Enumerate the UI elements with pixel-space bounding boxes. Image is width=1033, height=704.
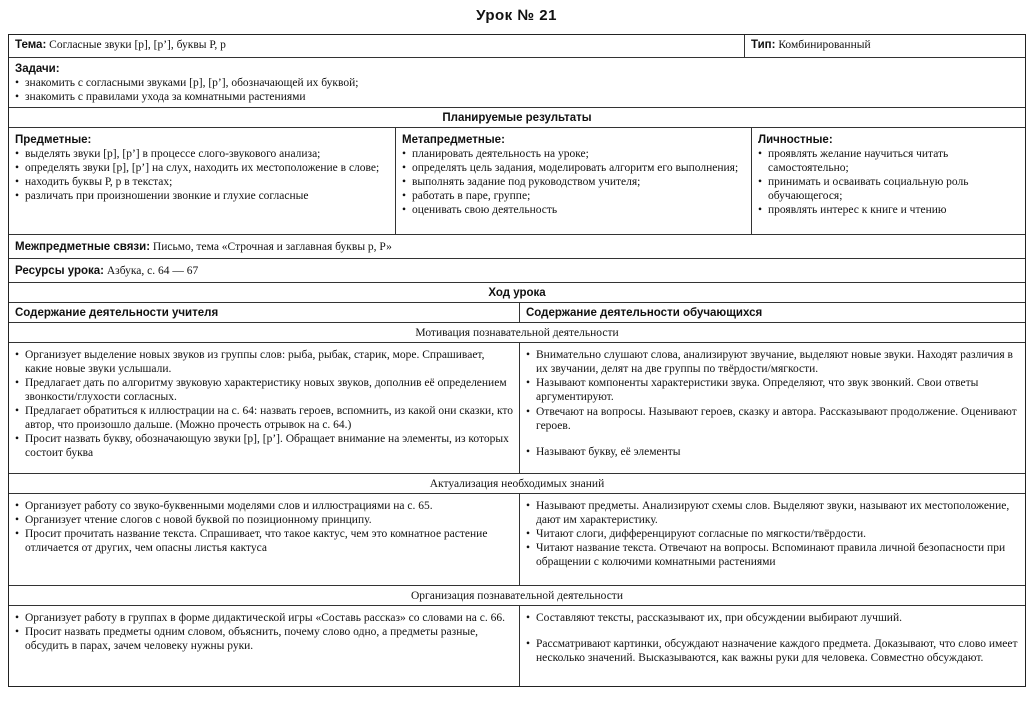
subject-results-list (15, 147, 389, 203)
teacher-activity: • Просит назвать предметы одним словом, объяснить, почему слово одно, а предметы разные, обсудить в парах, зачем человеку нужны руки. (15, 625, 513, 653)
lesson-plan-table (8, 34, 1026, 687)
meta-results-cell (395, 128, 751, 234)
teacher-activities-list (15, 499, 513, 555)
teacher-activity: • Просит назвать букву, обозначающую звуки [р], [р’]. Обращает внимание на элементы, из которых состоит буква (15, 432, 513, 460)
meta-result-item: • определять цель задания, моделировать алгоритм его выполнения; (402, 161, 745, 175)
resources-row (9, 258, 1025, 282)
student-activity: • Отвечают на вопросы. Называют героев, сказку и автора. Рассказывают продолжение. Оценивают героев. (526, 405, 1019, 433)
section-title-row (9, 473, 1025, 493)
meta-result-item: • планировать деятельность на уроке; (402, 147, 745, 161)
teacher-activities-cell (9, 494, 519, 585)
student-activities-cell (519, 343, 1025, 473)
tasks-label: Задачи: (15, 63, 60, 75)
interdisciplinary-label: Межпредметные связи: (15, 241, 151, 253)
personal-result-item: • принимать и осваивать социальную роль обучающегося; (758, 175, 1019, 203)
columns-header-row (9, 302, 1025, 322)
teacher-activity: • Просит прочитать название текста. Спрашивает, что такое кактус, чем это комнатное растение отличается от других, чем опасны листья кактуса (15, 527, 513, 555)
teacher-activity: • Организует выделение новых звуков из группы слов: рыба, рыбак, старик, море. Спрашивает, какие новые звуки услышали. (15, 348, 513, 376)
teacher-column-header: Содержание деятельности учителя (15, 307, 219, 319)
meta-result-item: • выполнять задание под руководством учителя; (402, 175, 745, 189)
topic-value: Согласные звуки [р], [р’], буквы Р, р (49, 39, 226, 51)
student-activity: • Внимательно слушают слова, анализируют звучание, выделяют новые звуки. Находят различия в их звучании, делят на две группы по твёрдости/мягкости. (526, 348, 1019, 376)
student-activity: • Называют предметы. Анализируют схемы слов. Выделяют звуки, называют их местоположение, дают им характеристику. (526, 499, 1019, 527)
tasks-cell (9, 58, 1025, 107)
teacher-activities-list (15, 611, 513, 653)
teacher-activity: • Предлагает обратиться к иллюстрации на с. 64: назвать героев, вспомнить, из какой они сказки, кто автор, что произошло дальше. (Можно прочесть отрывок на с. 64.) (15, 404, 513, 432)
student-activity: • Называют компоненты характеристики звука. Определяют, что звук звонкий. Свои ответы аргументируют. (526, 376, 1019, 404)
subject-result-item: • определять звуки [р], [р’] на слух, находить их местоположение в слове; (15, 161, 389, 175)
section-title-row (9, 585, 1025, 605)
personal-result-item: • проявлять желание научиться читать самостоятельно; (758, 147, 1019, 175)
personal-results-label: Личностные: (758, 134, 833, 146)
tasks-row (9, 57, 1025, 107)
topic-label: Тема: (15, 39, 47, 51)
lesson-flow-header: Ход урока (488, 287, 546, 299)
teacher-activity: • Организует работу в группах в форме дидактической игры «Составь рассказ» со словами на с. 66. (15, 611, 513, 625)
personal-results-cell (751, 128, 1025, 234)
teacher-activities-cell (9, 606, 519, 686)
student-activity: • Называют букву, её элементы (526, 445, 1019, 459)
type-cell (744, 35, 1025, 57)
resources-cell (9, 259, 1025, 282)
subject-results-label: Предметные: (15, 134, 92, 146)
personal-results-list (758, 147, 1019, 217)
planned-results-header-row (9, 107, 1025, 127)
student-activity: • Читают слоги, дифференцируют согласные по мягкости/твёрдости. (526, 527, 1019, 541)
section-title-row (9, 322, 1025, 342)
student-activity: • Читают название текста. Отвечают на вопросы. Вспоминают правила личной безопасности при обращении с колючими комнатными растениями (526, 541, 1019, 569)
planned-results-row (9, 127, 1025, 234)
meta-results-list (402, 147, 745, 217)
student-activities-list (526, 348, 1019, 459)
resources-label: Ресурсы урока: (15, 265, 104, 277)
section-content-row (9, 493, 1025, 585)
teacher-activity: • Организует работу со звуко-буквенными моделями слов и иллюстрациями на с. 65. (15, 499, 513, 513)
type-label: Тип: (751, 39, 776, 51)
teacher-activities-list (15, 348, 513, 460)
meta-result-item: • оценивать свою деятельность (402, 203, 745, 217)
type-value: Комбинированный (778, 39, 871, 51)
interdisciplinary-row (9, 234, 1025, 258)
teacher-activity: • Предлагает дать по алгоритму звуковую характеристику новых звуков, дополнив её определением звонкости/глухости согласных. (15, 376, 513, 404)
planned-results-header: Планируемые результаты (442, 112, 592, 124)
section-title: Актуализация необходимых знаний (429, 478, 605, 490)
meta-results-label: Метапредметные: (402, 134, 505, 146)
personal-result-item: • проявлять интерес к книге и чтению (758, 203, 1019, 217)
subject-result-item: • различать при произношении звонкие и глухие согласные (15, 189, 389, 203)
interdisciplinary-cell (9, 235, 1025, 258)
section-content-row (9, 342, 1025, 473)
tasks-list (15, 76, 1019, 104)
topic-row (9, 35, 1025, 57)
section-title: Мотивация познавательной деятельности (415, 327, 619, 339)
student-activities-cell (519, 494, 1025, 585)
student-activities-cell (519, 606, 1025, 686)
lesson-title: Урок № 21 (476, 7, 557, 24)
subject-results-cell (9, 128, 395, 234)
subject-result-item: • находить буквы Р, р в текстах; (15, 175, 389, 189)
student-activities-list (526, 499, 1019, 569)
lesson-flow-header-row (9, 282, 1025, 302)
section-title: Организация познавательной деятельности (411, 590, 623, 602)
student-activity: • Рассматривают картинки, обсуждают назначение каждого предмета. Доказывают, что слово имеет несколько значений. Высказываются, как важны руки для человека. Совместно обсуждают. (526, 637, 1019, 665)
student-activity: • Составляют тексты, рассказывают их, при обсуждении выбирают лучший. (526, 611, 1019, 625)
task-item: • знакомить с согласными звуками [р], [р’], обозначающей их буквой; (15, 76, 1019, 90)
meta-result-item: • работать в паре, группе; (402, 189, 745, 203)
students-column-header: Содержание деятельности обучающихся (519, 303, 1025, 322)
teacher-activities-cell (9, 343, 519, 473)
interdisciplinary-value: Письмо, тема «Строчная и заглавная буквы р, Р» (152, 241, 392, 253)
task-item: • знакомить с правилами ухода за комнатными растениями (15, 90, 1019, 104)
teacher-activity: • Организует чтение слогов с новой буквой по позиционному принципу. (15, 513, 513, 527)
subject-result-item: • выделять звуки [р], [р’] в процессе слого-звукового анализа; (15, 147, 389, 161)
topic-cell (9, 35, 744, 57)
student-activities-list (526, 611, 1019, 665)
section-content-row (9, 605, 1025, 686)
resources-value: Азбука, с. 64 — 67 (106, 265, 199, 277)
